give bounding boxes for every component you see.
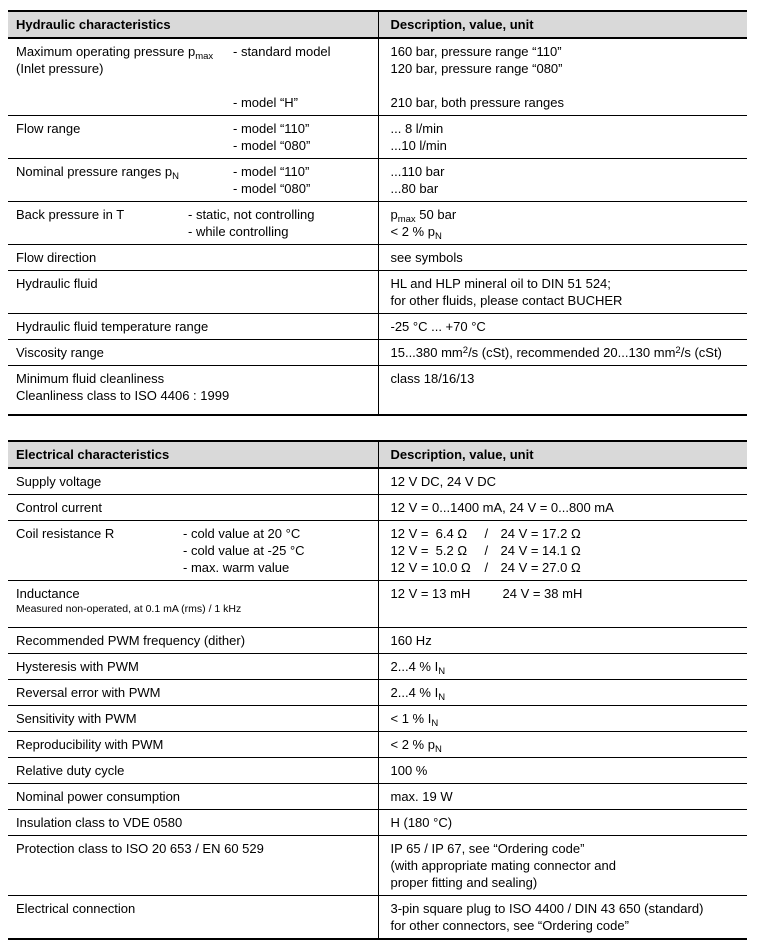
value-cell [378, 732, 747, 758]
param-cell [8, 628, 378, 654]
param-cell [8, 521, 378, 581]
param-cell [8, 271, 378, 314]
table-row [8, 38, 747, 116]
param-cell [8, 654, 378, 680]
param-sublabel: Cleanliness class to ISO 4406 : 1999 [16, 388, 230, 403]
param-label: Insulation class to VDE 0580 [16, 815, 183, 830]
param-cell [8, 159, 378, 202]
table-row [8, 271, 747, 314]
condition-label: - model “080” [233, 138, 311, 153]
param-label: Reversal error with PWM [16, 685, 161, 700]
param-cell [8, 896, 378, 940]
table-row [8, 202, 747, 245]
slash-separator: / [484, 560, 489, 575]
hydraulic-characteristics-table [8, 10, 747, 416]
table-row [8, 628, 747, 654]
value-text: see symbols [390, 250, 463, 265]
value-text: ...80 bar [390, 181, 439, 196]
param-label: Control current [16, 500, 102, 515]
value-cell [378, 38, 747, 116]
value-cell [378, 495, 747, 521]
table-row [8, 758, 747, 784]
coil-value-12v: 12 V = 6.4 Ω [390, 526, 468, 541]
param-label: Reproducibility with PWM [16, 737, 164, 752]
value-text: < 2 % $p_N$ [390, 737, 442, 755]
table-row [8, 706, 747, 732]
param-label: Supply voltage [16, 474, 102, 489]
table-row [8, 896, 747, 940]
value-cell [378, 628, 747, 654]
param-label: Inductance [16, 586, 80, 601]
table-row [8, 810, 747, 836]
value-text: < 1 % $I_N$ [390, 711, 439, 729]
value-cell [378, 654, 747, 680]
table-row [8, 680, 747, 706]
param-cell [8, 245, 378, 271]
value-text [391, 525, 740, 542]
value-text: H (180 °C) [390, 815, 453, 830]
slash-separator: / [484, 543, 489, 558]
value-text [391, 559, 740, 576]
value-text [391, 542, 740, 559]
param-label: Flow range [16, 121, 81, 136]
condition-label: - static, not controlling [188, 207, 315, 222]
coil-value-24v: 24 V = 17.2 Ω [500, 526, 581, 541]
table-row [8, 521, 747, 581]
electrical-characteristics-table [8, 440, 747, 940]
value-text: 210 bar, both pressure ranges [390, 95, 564, 110]
value-text: ...10 l/min [390, 138, 447, 153]
table-row [8, 340, 747, 366]
table-row [8, 314, 747, 340]
param-cell [8, 784, 378, 810]
param-label: Hydraulic fluid [16, 276, 98, 291]
param-cell [8, 202, 378, 245]
param-cell [8, 468, 378, 495]
value-text: (with appropriate mating connector and [390, 858, 616, 873]
param-cell [8, 732, 378, 758]
value-text: 3-pin square plug to ISO 4400 / DIN 43 650 (standard) [390, 901, 704, 916]
param-cell [8, 836, 378, 896]
param-label: Recommended PWM frequency (dither) [16, 633, 246, 648]
coil-value-12v: 12 V = 5.2 Ω [390, 543, 468, 558]
value-text: ...110 bar [390, 164, 445, 179]
coil-value-12v: 12 V = 10.0 Ω [390, 560, 471, 575]
param-note: Measured non-operated, at 0.1 mA (rms) / 1 kHz [16, 603, 242, 615]
param-cell [8, 758, 378, 784]
param-sublabel: (Inlet pressure) [16, 61, 104, 76]
table-row [8, 654, 747, 680]
param-cell [8, 495, 378, 521]
value-text: 120 bar, pressure range “080” [390, 61, 563, 76]
param-label: Viscosity range [16, 345, 104, 360]
value-text: 12 V = 0...1400 mA, 24 V = 0...800 mA [390, 500, 614, 515]
hydraulic-table-title: Hydraulic characteristics [8, 11, 378, 38]
param-label: Nominal power consumption [16, 789, 181, 804]
value-cell [378, 366, 747, 416]
value-text: IP 65 / IP 67, see “Ordering code” [390, 841, 585, 856]
param-label: Flow direction [16, 250, 97, 265]
inductance-24v: 24 V = 38 mH [502, 586, 583, 601]
param-label: Coil resistance R [16, 526, 115, 541]
value-cell [378, 784, 747, 810]
value-cell [378, 468, 747, 495]
condition-label: - model “080” [233, 181, 311, 196]
value-text: $p_{max}$ 50 bar [390, 207, 457, 225]
param-cell [8, 38, 378, 116]
param-label: Minimum fluid cleanliness [16, 371, 165, 386]
condition-label: - cold value at -25 °C [183, 543, 305, 558]
condition-label: - model “110” [233, 164, 310, 179]
slash-separator: / [484, 526, 489, 541]
table-row [8, 784, 747, 810]
value-cell [378, 706, 747, 732]
param-cell [8, 581, 378, 628]
value-text: for other connectors, see “Ordering code” [390, 918, 629, 933]
condition-label: - cold value at 20 °C [183, 526, 301, 541]
value-cell [378, 314, 747, 340]
value-cell [378, 271, 747, 314]
table-row [8, 495, 747, 521]
param-label: Maximum operating pressure $p_{max}$ [16, 44, 214, 62]
value-text: 12 V DC, 24 V DC [390, 474, 496, 489]
table-row [8, 468, 747, 495]
coil-value-24v: 24 V = 27.0 Ω [500, 560, 581, 575]
table-row [8, 245, 747, 271]
description-column-header: Description, value, unit [378, 441, 747, 468]
value-text [391, 585, 740, 602]
param-cell [8, 366, 378, 416]
condition-label: - standard model [233, 44, 331, 59]
value-text: for other fluids, please contact BUCHER [390, 293, 623, 308]
value-text: 2...4 % $I_N$ [390, 685, 446, 703]
value-text: ... 8 l/min [390, 121, 444, 136]
param-label: Back pressure in T [16, 207, 125, 222]
value-cell [378, 836, 747, 896]
value-cell [378, 758, 747, 784]
electrical-table-title: Electrical characteristics [8, 441, 378, 468]
value-cell [378, 896, 747, 940]
condition-label: - model “H” [233, 95, 299, 110]
param-label: Hysteresis with PWM [16, 659, 139, 674]
param-cell [8, 810, 378, 836]
param-label: Electrical connection [16, 901, 136, 916]
value-text: 160 Hz [390, 633, 432, 648]
param-label: Nominal pressure ranges $p_N$ [16, 164, 179, 182]
param-cell [8, 314, 378, 340]
param-label: Relative duty cycle [16, 763, 125, 778]
table-row [8, 581, 747, 628]
param-cell [8, 706, 378, 732]
value-cell [378, 521, 747, 581]
value-cell [378, 245, 747, 271]
value-cell [378, 680, 747, 706]
value-cell [378, 116, 747, 159]
table-row [8, 732, 747, 758]
value-text: < 2 % $p_N$ [390, 224, 442, 242]
param-cell [8, 340, 378, 366]
value-cell [378, 202, 747, 245]
value-text: -25 °C ... +70 °C [390, 319, 486, 334]
param-label: Sensitivity with PWM [16, 711, 137, 726]
table-row [8, 116, 747, 159]
condition-label: - while controlling [188, 224, 289, 239]
table-row [8, 366, 747, 416]
table-row [8, 159, 747, 202]
param-label: Protection class to ISO 20 653 / EN 60 529 [16, 841, 264, 856]
param-cell [8, 116, 378, 159]
value-cell [378, 581, 747, 628]
value-text: HL and HLP mineral oil to DIN 51 524; [390, 276, 611, 291]
coil-value-24v: 24 V = 14.1 Ω [500, 543, 581, 558]
table-header-row [8, 441, 747, 468]
value-text: 2...4 % $I_N$ [390, 659, 446, 677]
value-cell [378, 340, 747, 366]
value-text: max. 19 W [390, 789, 453, 804]
value-text: proper fitting and sealing) [390, 875, 538, 890]
condition-label: - max. warm value [183, 560, 290, 575]
table-header-row [8, 11, 747, 38]
condition-label: - model “110” [233, 121, 310, 136]
value-text: 100 % [390, 763, 428, 778]
inductance-12v: 12 V = 13 mH [390, 586, 471, 601]
value-text: 160 bar, pressure range “110” [390, 44, 562, 59]
description-column-header: Description, value, unit [378, 11, 747, 38]
value-cell [378, 810, 747, 836]
param-cell [8, 680, 378, 706]
table-row [8, 836, 747, 896]
value-text: 15...380 $mm^2/s$ (cSt), recommended 20...130 $mm^2/s$ (cSt) [390, 345, 722, 360]
param-label: Hydraulic fluid temperature range [16, 319, 209, 334]
value-text: class 18/16/13 [390, 371, 475, 386]
value-cell [378, 159, 747, 202]
